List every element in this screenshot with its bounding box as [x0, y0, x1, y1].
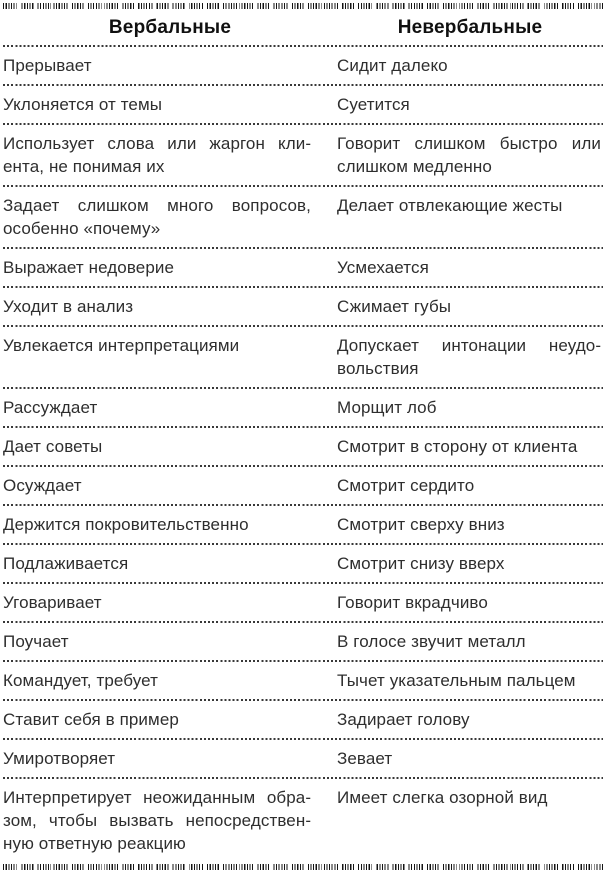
table-row — [3, 545, 603, 582]
nonverbal-cell: Зевает — [337, 749, 393, 768]
table-bottom-border — [3, 864, 603, 870]
table-row — [3, 47, 603, 84]
table-row — [3, 701, 603, 738]
nonverbal-cell: В голосе звучит металл — [337, 632, 526, 651]
nonverbal-cell: Сжимает губы — [337, 297, 452, 316]
verbal-cell: Ставит себя в пример — [3, 710, 179, 729]
verbal-cell: Прерывает — [3, 56, 92, 75]
table-row — [3, 779, 603, 862]
verbal-cell: Командует, требует — [3, 671, 159, 690]
verbal-cell: Подлаживается — [3, 554, 129, 573]
nonverbal-cell: Смотрит сердито — [337, 476, 475, 495]
nonverbal-cell: Усмехается — [337, 258, 429, 277]
nonverbal-cell: Сидит далеко — [337, 56, 448, 75]
verbal-cell: Уклоняется от темы — [3, 95, 163, 114]
table-row — [3, 327, 603, 387]
nonverbal-cell: Имеет слегка озорной вид — [337, 788, 548, 807]
verbal-cell: Умиротворяет — [3, 749, 116, 768]
column-header-nonverbal: Невербальные — [397, 16, 543, 38]
table-header-row — [3, 9, 603, 45]
verbal-cell: Увлекается интерпретациями — [3, 336, 240, 355]
table-row — [3, 740, 603, 777]
table-row — [3, 249, 603, 286]
table-row — [3, 467, 603, 504]
nonverbal-cell: Говорит слишком быстро или слишком медленно — [337, 134, 601, 176]
verbal-cell: Использует слова или жаргон клиента, не понимая их — [3, 134, 311, 176]
verbal-cell: Поучает — [3, 632, 69, 651]
nonverbal-cell: Говорит вкрадчиво — [337, 593, 488, 612]
table-row — [3, 428, 603, 465]
verbal-cell: Интерпретирует неожиданным образом, чтобы вызвать непосредственную ответную реакцию — [3, 788, 311, 853]
table-row — [3, 86, 603, 123]
table-row — [3, 623, 603, 660]
nonverbal-cell: Допускает интонации неудовольствия — [337, 336, 601, 378]
nonverbal-cell: Суетится — [337, 95, 410, 114]
table-row — [3, 389, 603, 426]
table-row — [3, 662, 603, 699]
verbal-cell: Рассуждает — [3, 398, 98, 417]
table-row — [3, 506, 603, 543]
nonverbal-cell: Задирает голову — [337, 710, 470, 729]
table-row — [3, 187, 603, 247]
nonverbal-cell: Тычет указательным пальцем — [337, 671, 576, 690]
table-row — [3, 288, 603, 325]
verbal-cell: Уговаривает — [3, 593, 102, 612]
column-header-verbal: Вербальные — [108, 16, 232, 38]
verbal-cell: Задает слишком много вопросов, особенно «почему» — [3, 196, 311, 238]
verbal-cell: Уходит в анализ — [3, 297, 134, 316]
table-row — [3, 125, 603, 185]
nonverbal-cell: Делает отвлекающие жесты — [337, 196, 563, 215]
nonverbal-cell: Смотрит в сторону от клиента — [337, 437, 578, 456]
nonverbal-cell: Морщит лоб — [337, 398, 437, 417]
nonverbal-cell: Смотрит снизу вверх — [337, 554, 505, 573]
table-body — [3, 47, 603, 862]
verbal-cell: Держится покровительственно — [3, 515, 249, 534]
verbal-cell: Осуждает — [3, 476, 82, 495]
nonverbal-cell: Смотрит сверху вниз — [337, 515, 505, 534]
verbal-cell: Дает советы — [3, 437, 103, 456]
verbal-cell: Выражает недоверие — [3, 258, 175, 277]
table-row — [3, 584, 603, 621]
